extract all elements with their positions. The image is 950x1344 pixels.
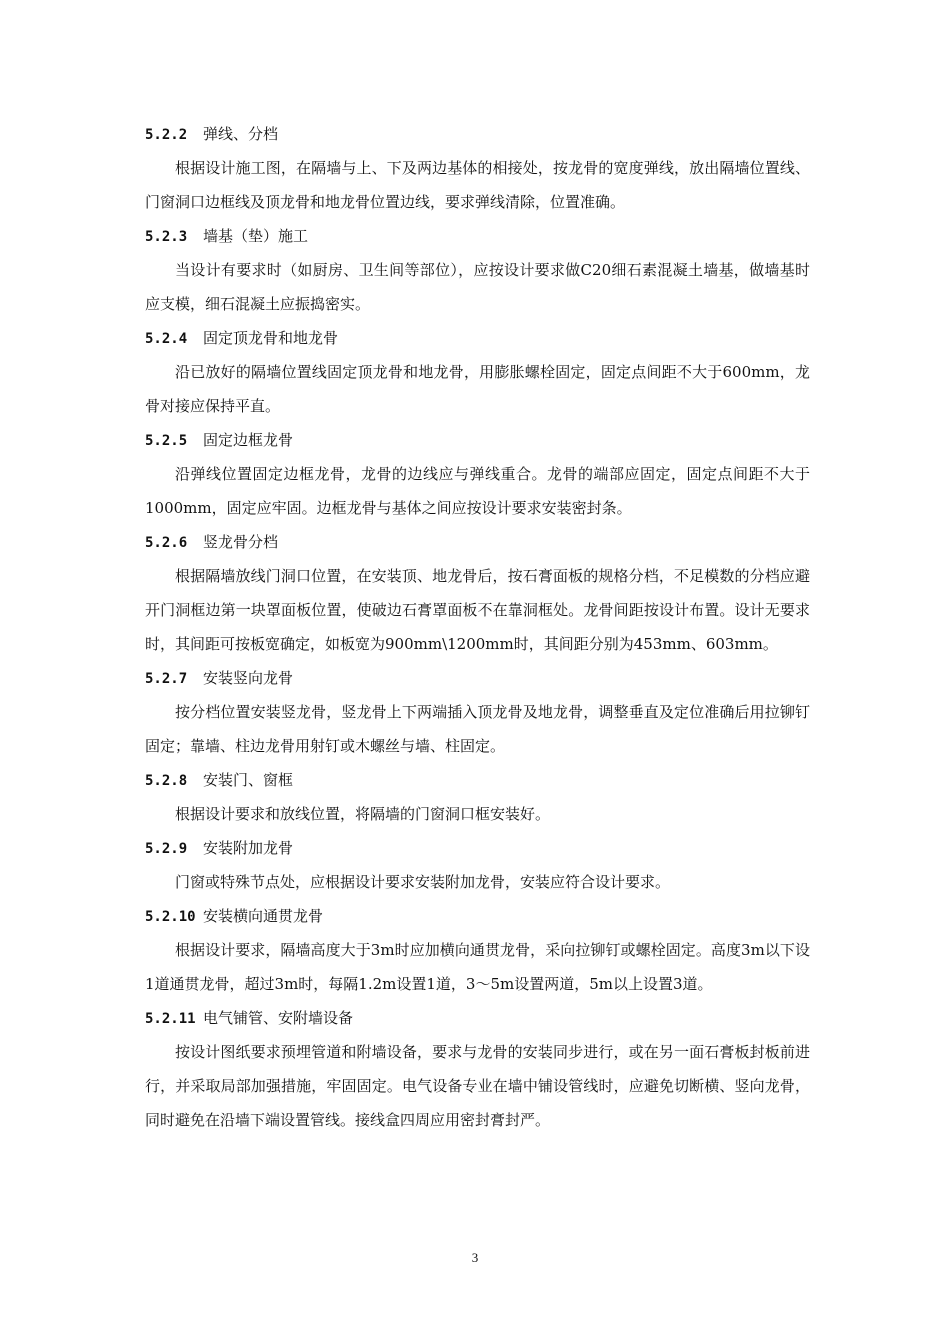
section-paragraph: 根据设计要求，隔墙高度大于3m时应加横向通贯龙骨，采向拉铆钉或螺栓固定。高度3m以下设1道通贯龙骨，超过3m时，每隔1.2m设置1道，3～5m设置两道，5m以上设置3道。 (145, 941, 810, 993)
section-paragraph: 根据隔墙放线门洞口位置，在安装顶、地龙骨后，按石膏面板的规格分档，不足模数的分档应避开门洞框边第一块罩面板位置，使破边石膏罩面板不在靠洞框处。龙骨间距按设计布置。设计无要求时，其间距可按板宽确定，如板宽为900mm\1200mm时，其间距分别为453mm、603mm。 (145, 567, 810, 653)
section-title: 安装竖向龙骨 (203, 669, 294, 687)
page-body (145, 124, 810, 1144)
section-number: 5.2.3 (145, 229, 188, 245)
section-number: 5.2.10 (145, 909, 196, 925)
section-title: 电气铺管、安附墙设备 (203, 1009, 354, 1027)
section-paragraph: 沿弹线位置固定边框龙骨，龙骨的边线应与弹线重合。龙骨的端部应固定，固定点间距不大于1000mm，固定应牢固。边框龙骨与基体之间应按设计要求安装密封条。 (145, 465, 810, 517)
section-title: 竖龙骨分档 (203, 533, 279, 551)
section-heading (145, 770, 810, 790)
page-number: 3 (471, 1250, 479, 1265)
section-title: 墙基（垫）施工 (203, 227, 309, 245)
section-number: 5.2.4 (145, 331, 188, 347)
section-paragraph: 根据设计施工图，在隔墙与上、下及两边基体的相接处，按龙骨的宽度弹线，放出隔墙位置线、门窗洞口边框线及顶龙骨和地龙骨位置边线，要求弹线清除，位置准确。 (145, 159, 810, 211)
section-title: 固定顶龙骨和地龙骨 (203, 329, 339, 347)
section-title: 安装门、窗框 (203, 771, 294, 789)
section-heading (145, 668, 810, 688)
section-paragraph: 按设计图纸要求预埋管道和附墙设备，要求与龙骨的安装同步进行，或在另一面石膏板封板前进行，并采取局部加强措施，牢固固定。电气设备专业在墙中铺设管线时，应避免切断横、竖向龙骨，同时避免在沿墙下端设置管线。接线盒四周应用密封膏封严。 (145, 1043, 810, 1129)
section-heading (145, 906, 810, 926)
section-number: 5.2.11 (145, 1011, 196, 1027)
section-paragraph: 沿已放好的隔墙位置线固定顶龙骨和地龙骨，用膨胀螺栓固定，固定点间距不大于600mm，龙骨对接应保持平直。 (145, 363, 810, 415)
section-heading (145, 1008, 810, 1028)
section-heading (145, 124, 810, 144)
section-number: 5.2.7 (145, 671, 188, 687)
section-paragraph: 根据设计要求和放线位置，将隔墙的门窗洞口框安装好。 (175, 805, 551, 823)
section-paragraph: 门窗或特殊节点处，应根据设计要求安装附加龙骨，安装应符合设计要求。 (175, 873, 671, 891)
section-paragraph: 当设计有要求时（如厨房、卫生间等部位），应按设计要求做C20细石素混凝土墙基，做墙基时应支模，细石混凝土应振捣密实。 (145, 261, 810, 313)
section-title: 弹线、分档 (203, 125, 279, 143)
section-title: 安装附加龙骨 (203, 839, 294, 857)
section-heading (145, 532, 810, 552)
section-paragraph: 按分档位置安装竖龙骨，竖龙骨上下两端插入顶龙骨及地龙骨，调整垂直及定位准确后用拉铆钉固定；靠墙、柱边龙骨用射钉或木螺丝与墙、柱固定。 (145, 703, 810, 755)
section-number: 5.2.5 (145, 433, 188, 449)
section-heading (145, 430, 810, 450)
section-number: 5.2.9 (145, 841, 188, 857)
section-heading (145, 328, 810, 348)
section-heading (145, 226, 810, 246)
section-heading (145, 838, 810, 858)
section-title: 固定边框龙骨 (203, 431, 294, 449)
section-number: 5.2.6 (145, 535, 188, 551)
section-number: 5.2.2 (145, 127, 188, 143)
section-title: 安装横向通贯龙骨 (203, 907, 324, 925)
section-number: 5.2.8 (145, 773, 188, 789)
